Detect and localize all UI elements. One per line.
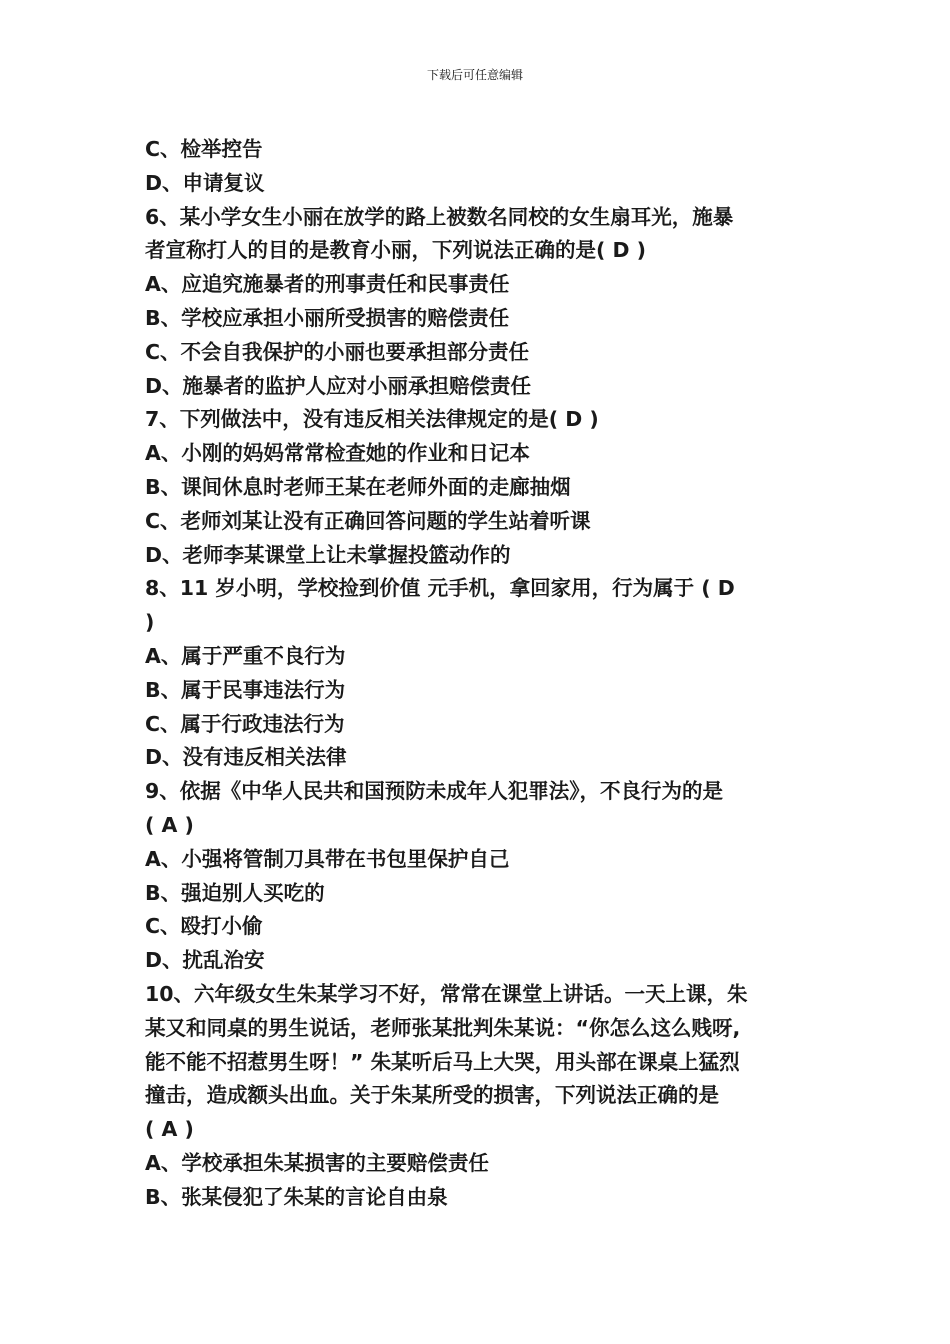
text-line: D、老师李某课堂上让未掌握投篮动作的 <box>145 542 511 567</box>
text-line: D、申请复议 <box>145 170 265 195</box>
text-line: 能不能不招惹男生呀！” 朱某听后马上大哭，用头部在课桌上猛烈 <box>145 1049 740 1074</box>
text-line: C、检举控告 <box>145 137 263 161</box>
text-line: C、不会自我保护的小丽也要承担部分责任 <box>145 339 530 364</box>
text-line: B、课间休息时老师王某在老师外面的走廊抽烟 <box>145 474 571 499</box>
text-line: C、属于行政违法行为 <box>145 711 345 736</box>
text-line: B、属于民事违法行为 <box>145 677 346 702</box>
page-header: 下载后可任意编辑 <box>426 68 523 82</box>
text-line: A、属于严重不良行为 <box>145 643 346 668</box>
document-body <box>145 133 810 1215</box>
text-line: ( A ) <box>145 1117 194 1142</box>
text-line: A、学校承担朱某损害的主要赔偿责任 <box>145 1150 489 1175</box>
text-line: D、扰乱治安 <box>145 948 265 973</box>
text-line: 6、某小学女生小丽在放学的路上被数名同校的女生扇耳光，施暴 <box>145 204 734 229</box>
text-line: B、张某侵犯了朱某的言论自由泉 <box>145 1184 448 1209</box>
text-line: B、学校应承担小丽所受损害的赔偿责任 <box>145 305 510 330</box>
text-line: C、殴打小偷 <box>145 914 263 939</box>
text-line: 9、依据《中华人民共和国预防未成年人犯罪法》，不良行为的是 <box>145 779 724 804</box>
text-line: D、没有违反相关法律 <box>145 745 347 770</box>
text-line: 7、下列做法中，没有违反相关法律规定的是( D ) <box>145 407 599 432</box>
text-line: 某又和同桌的男生说话，老师张某批判朱某说：“你怎么这么贱呀, <box>145 1015 741 1040</box>
text-line: A、小刚的妈妈常常检查她的作业和日记本 <box>145 441 530 466</box>
text-line: 10、六年级女生朱某学习不好，常常在课堂上讲话。一天上课，朱 <box>145 981 748 1006</box>
text-line: A、小强将管制刀具带在书包里保护自己 <box>145 846 510 871</box>
text-line: 8、11 岁小明，学校捡到价值 元手机，拿回家用，行为属于 ( D <box>145 576 735 601</box>
text-line: C、老师刘某让没有正确回答问题的学生站着听课 <box>145 508 591 533</box>
text-line: B、强迫别人买吃的 <box>145 880 325 905</box>
text-line: 者宣称打人的目的是教育小丽，下列说法正确的是( D ) <box>145 238 647 263</box>
text-line: ) <box>145 610 155 635</box>
text-line: A、应追究施暴者的刑事责任和民事责任 <box>145 272 510 297</box>
text-line: D、施暴者的监护人应对小丽承担赔偿责任 <box>145 373 532 398</box>
text-line: 撞击，造成额头出血。关于朱某所受的损害，下列说法正确的是 <box>145 1083 719 1108</box>
text-line: ( A ) <box>145 812 194 837</box>
